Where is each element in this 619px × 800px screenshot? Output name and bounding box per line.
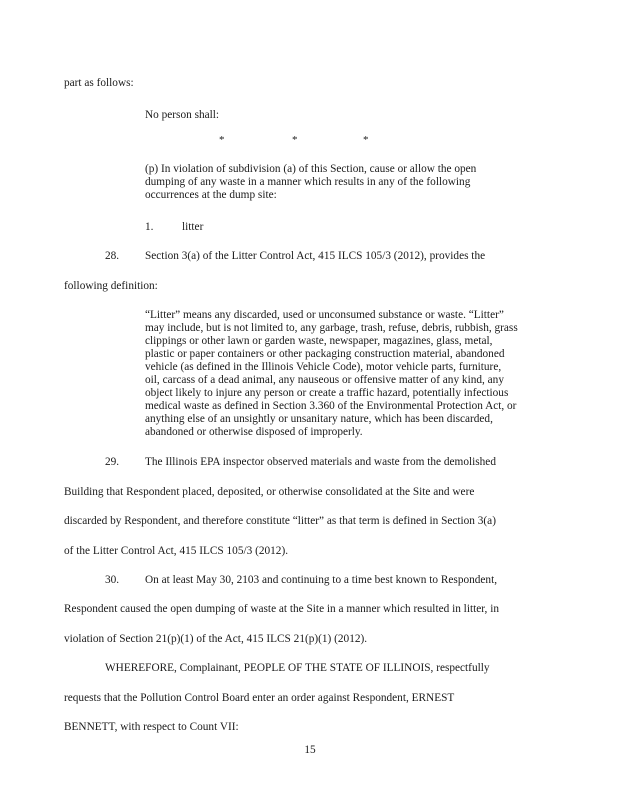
- definition-line: plastic or paper containers or other packaging construction material, abandoned: [145, 348, 505, 361]
- definition-line: “Litter” means any discarded, used or unconsumed substance or waste. “Litter”: [145, 309, 504, 321]
- paragraph-28-number: 28.: [105, 250, 120, 262]
- definition-line: anything else of an unsightly or unsanitary nature, which has been discarded,: [145, 413, 493, 426]
- paragraph-29-line: Building that Respondent placed, deposited, or otherwise consolidated at the Site and were: [64, 486, 475, 498]
- subsection-p: [145, 163, 476, 202]
- paragraph-30-number: 30.: [105, 574, 120, 586]
- page-number: 15: [304, 744, 316, 756]
- definition-line: object likely to injure any person or create a traffic hazard, potentially infectious: [145, 387, 509, 400]
- no-person-shall-text: No person shall:: [145, 109, 220, 121]
- paragraph-28-line: Section 3(a) of the Litter Control Act, 415 ILCS 105/3 (2012), provides the: [145, 250, 486, 262]
- litter-definition-quote: [145, 309, 518, 439]
- definition-line: clippings or other lawn or garden waste, newspaper, magazines, glass, metal,: [145, 335, 493, 348]
- definition-line: medical waste as defined in Section 3.360 of the Environmental Protection Act, or: [145, 400, 517, 413]
- subsection-p-line: occurrences at the dump site:: [145, 189, 277, 202]
- paragraph-30-line: violation of Section 21(p)(1) of the Act, 415 ILCS 21(p)(1) (2012).: [64, 633, 368, 645]
- definition-line: abandoned or otherwise disposed of improperly.: [145, 426, 363, 439]
- ellipsis-star: *: [363, 134, 369, 146]
- paragraph-29-line: of the Litter Control Act, 415 ILCS 105/3 (2012).: [64, 545, 289, 557]
- item-1-number: 1.: [145, 221, 154, 233]
- paragraph-30-line: On at least May 30, 2103 and continuing to a time best known to Respondent,: [145, 574, 498, 586]
- definition-line: oil, carcass of a dead animal, any nauseous or offensive matter of any kind, any: [145, 374, 504, 387]
- paragraph-29-number: 29.: [105, 456, 120, 468]
- paragraph-29-line: discarded by Respondent, and therefore constitute “litter” as that term is defined in Section 3(a): [64, 515, 496, 527]
- paragraph-29-line: The Illinois EPA inspector observed materials and waste from the demolished: [145, 456, 496, 468]
- ellipsis-star: *: [219, 134, 225, 146]
- wherefore-line: WHEREFORE, Complainant, PEOPLE OF THE STATE OF ILLINOIS, respectfully: [105, 662, 490, 674]
- subsection-p-line: dumping of any waste in a manner which results in any of the following: [145, 176, 471, 189]
- wherefore-line: BENNETT, with respect to Count VII:: [64, 721, 239, 733]
- ellipsis-star: *: [292, 134, 298, 146]
- definition-line: vehicle (as defined in the Illinois Vehicle Code), motor vehicle parts, furniture,: [145, 361, 502, 374]
- definition-line: may include, but is not limited to, any garbage, trash, refuse, debris, rubbish, grass: [145, 322, 518, 335]
- subsection-p-line: (p) In violation of subdivision (a) of this Section, cause or allow the open: [145, 163, 477, 175]
- continuation-text: part as follows:: [64, 77, 134, 89]
- wherefore-line: requests that the Pollution Control Board enter an order against Respondent, ERNEST: [64, 692, 455, 704]
- paragraph-30-line: Respondent caused the open dumping of waste at the Site in a manner which resulted in litter, in: [64, 603, 499, 615]
- paragraph-28-line: following definition:: [64, 280, 158, 292]
- item-1-text: litter: [182, 221, 204, 233]
